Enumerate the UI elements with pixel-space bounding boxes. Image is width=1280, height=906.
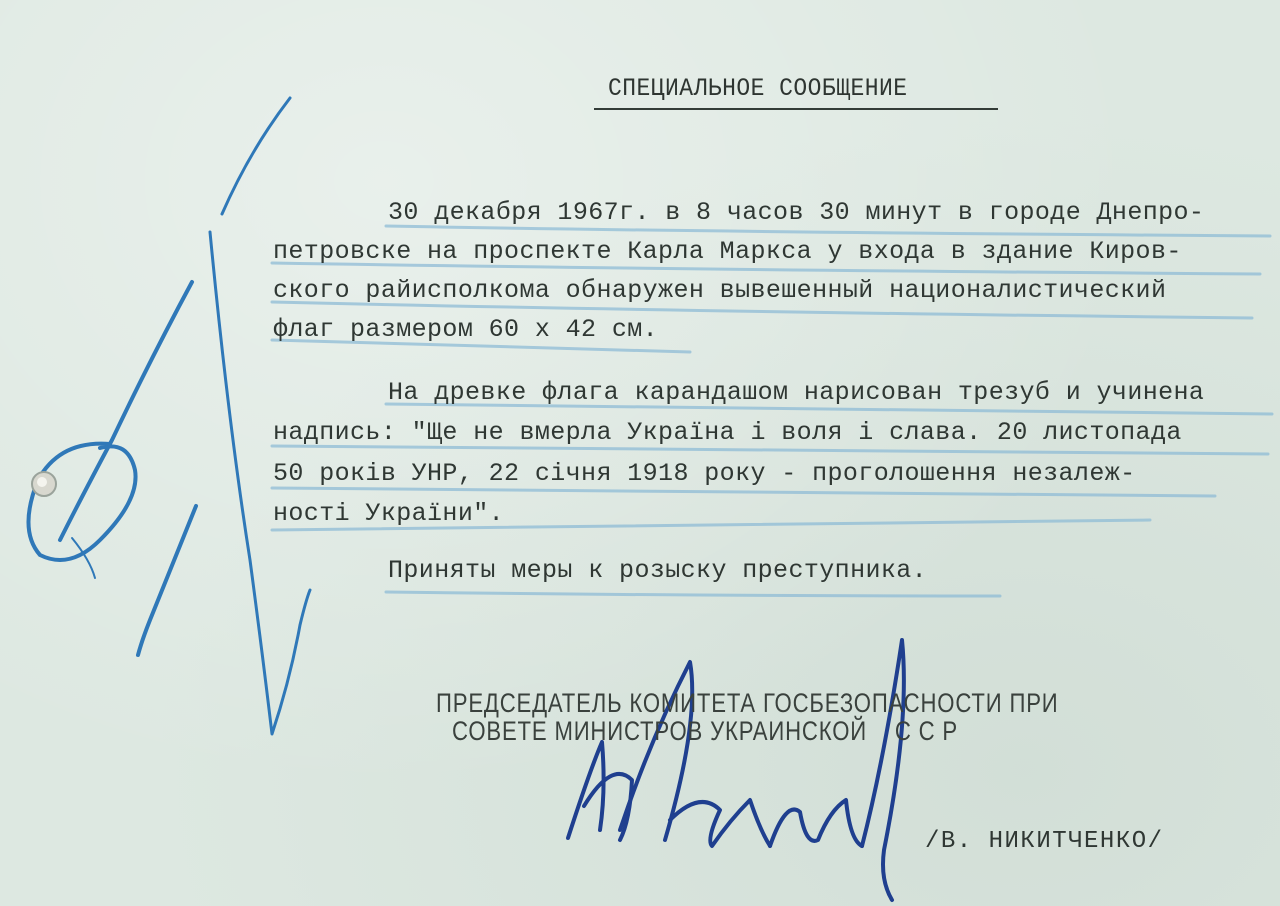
paragraph-3-line-1: Приняты меры к розыску преступника. [388,556,928,585]
paragraph-1-line-3: ского райисполкома обнаружен вывешенный националистический [273,276,1167,305]
paragraph-1-line-2: петровске на проспекте Карла Маркса у входа в здание Киров- [273,237,1182,266]
document-title: СПЕЦИАЛЬНОЕ СООБЩЕНИЕ [608,74,908,103]
signature-title-line-1: ПРЕДСЕДАТЕЛЬ КОМИТЕТА ГОСБЕЗОПАСНОСТИ ПРИ [436,688,1059,718]
paragraph-1-line-1: 30 декабря 1967г. в 8 часов 30 минут в городе Днепро- [388,198,1205,227]
paragraph-2-line-2: надпись: "Ще не вмерла Украïна i воля i слава. 20 листопада [273,418,1182,447]
paragraph-2-line-1: На древке флага карандашом нарисован трезуб и учинена [388,378,1205,407]
paragraph-1-line-4: флаг размером 60 х 42 см. [273,315,659,344]
signatory-name: /В. НИКИТЧЕНКО/ [925,828,1164,855]
signature-title-line-2: СОВЕТЕ МИНИСТРОВ УКРАИНСКОЙ С С Р [452,716,959,746]
paragraph-2-line-4: ностi Украïни". [273,499,505,528]
paragraph-2-line-3: 50 poкiв УНР, 22 сiчня 1918 року - проголошення незалеж- [273,459,1136,488]
